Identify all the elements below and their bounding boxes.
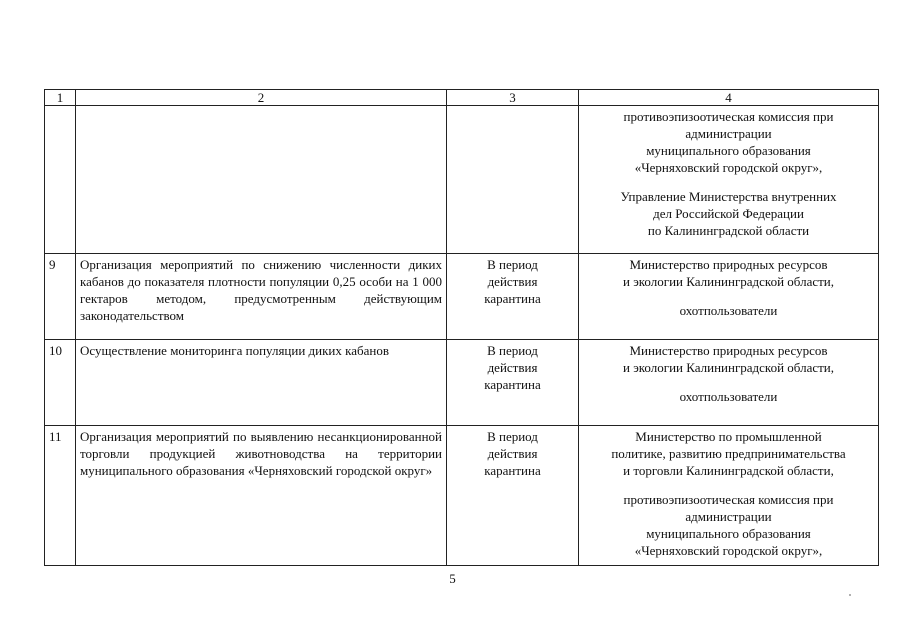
responsible-entry: Министерство по промышленной политике, развитию предпринимательства и торговли Калининградской области,	[611, 429, 846, 478]
column-header-responsible: 4	[579, 90, 879, 106]
responsible-entry: Министерство природных ресурсов и экологии Калининградской области,	[622, 257, 834, 289]
row-number: 9	[45, 254, 76, 340]
row-number	[45, 106, 76, 254]
column-header-number: 1	[45, 90, 76, 106]
row-task: Осуществление мониторинга популяции диких кабанов	[76, 340, 447, 426]
responsible-entry: охотпользователи	[679, 389, 778, 404]
row-number: 10	[45, 340, 76, 426]
responsible-entry: охотпользователи	[679, 303, 778, 318]
page-number: 5	[449, 571, 456, 586]
responsible-entry: Министерство природных ресурсов и экологии Калининградской области,	[622, 343, 834, 375]
row-responsible	[579, 106, 879, 254]
row-number: 11	[45, 426, 76, 566]
scan-artifact	[849, 594, 851, 596]
row-task	[76, 106, 447, 254]
column-header-period: 3	[447, 90, 579, 106]
table-header-row	[45, 90, 879, 106]
row-task: Организация мероприятий по снижению численности диких кабанов до показателя плотности популяции 0,25 особи на 1 000 гектаров методом, предусмотренным действующим законодательством	[76, 254, 447, 340]
responsible-entry: Управление Министерства внутренних дел Российской Федерации по Калининградской области	[620, 189, 837, 238]
row-responsible	[579, 254, 879, 340]
responsible-entry: противоэпизоотическая комиссия при администрации муниципального образования «Черняховский городской округ»,	[623, 109, 834, 175]
row-period: В период действия карантина	[447, 426, 579, 566]
row-period: В период действия карантина	[447, 254, 579, 340]
table-row	[45, 340, 879, 426]
table-row	[45, 106, 879, 254]
responsible-entry: противоэпизоотическая комиссия при администрации муниципального образования «Черняховский городской округ»,	[623, 492, 834, 558]
row-responsible	[579, 340, 879, 426]
row-period	[447, 106, 579, 254]
table-row	[45, 254, 879, 340]
row-period: В период действия карантина	[447, 340, 579, 426]
column-header-task: 2	[76, 90, 447, 106]
row-task: Организация мероприятий по выявлению несанкционированной торговли продукцией животноводства на территории муниципального образования «Черняховский городской округ»	[76, 426, 447, 566]
table-row	[45, 426, 879, 566]
measures-table	[44, 89, 879, 566]
row-responsible	[579, 426, 879, 566]
